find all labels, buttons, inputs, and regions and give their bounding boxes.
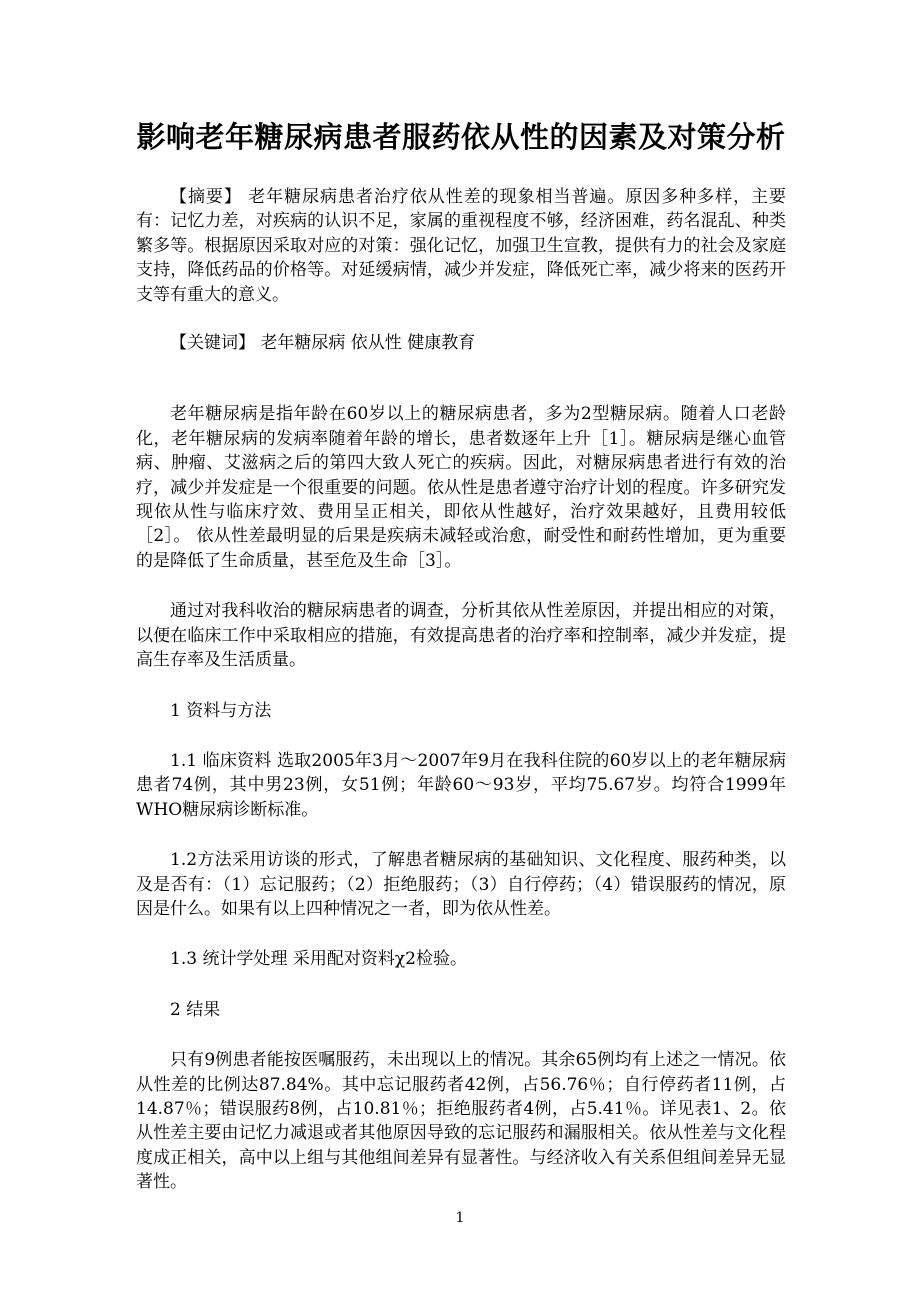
page-number: 1 [455,1210,465,1226]
paragraph-statistics: 1.3 统计学处理 采用配对资料χ2检验。 [170,949,467,970]
intro-paragraph-1: 老年糖尿病是指年龄在60岁以上的糖尿病患者，多为2型糖尿病。随着人口老龄化，老年糖尿病的发病率随着年龄的增长，患者数逐年上升［1］。糖尿病是继心血管病、肿瘤、艾滋病之后的第四大致人死亡的疾病。因此，对糖尿病患者进行有效的治疗，减少并发症是一个很重要的问题。依从性是患者遵守治疗计划的程度。许多研究发现依从性与临床疗效、费用呈正相关，即依从性越好，治疗效果越好，且费用较低［2］。 依从性差最明显的后果是疾病未减轻或治愈，耐受性和耐药性增加，更为重要的是降低了生命质量，甚至危及生命［3］。 [136,404,786,571]
abstract-paragraph: 【摘要】 老年糖尿病患者治疗依从性差的现象相当普遍。原因多种多样，主要有：记忆力差，对疾病的认识不足，家属的重视程度不够，经济困难，药名混乱、种类繁多等。根据原因采取对应的对策：强化记忆，加强卫生宣教，提供有力的社会及家庭支持，降低药品的价格等。对延缓病情，减少并发症，降低死亡率，减少将来的医药开支等有重大的意义。 [136,187,786,305]
paragraph-methods: 1.2方法采用访谈的形式，了解患者糖尿病的基础知识、文化程度、服药种类，以及是否有：（1）忘记服药；（2）拒绝服药；（3）自行停药；（4）错误服药的情况，原因是什么。如果有以上四种情况之一者，即为依从性差。 [136,850,786,919]
document-title: 影响老年糖尿病患者服药依从性的因素及对策分析 [136,120,786,154]
section-heading-materials-methods: 1 资料与方法 [170,700,272,721]
section-heading-results: 2 结果 [170,999,221,1020]
keywords-paragraph: 【关键词】 老年糖尿病 依从性 健康教育 [170,333,476,354]
paragraph-clinical-data: 1.1 临床资料 选取2005年3月～2007年9月在我科住院的60岁以上的老年糖尿病患者74例，其中男23例，女51例；年龄60～93岁，平均75.67岁。均符合1999年WHO糖尿病诊断标准。 [136,750,786,820]
paragraph-results: 只有9例患者能按医嘱服药，未出现以上的情况。其余65例均有上述之一情况。依从性差的比例达87.84%。其中忘记服药者42例，占56.76％；自行停药者11例，占14.87％；错误服药8例，占10.81％；拒绝服药者4例，占5.41％。详见表1、2。依从性差主要由记忆力减退或者其他原因导致的忘记服药和漏服相关。依从性差与文化程度成正相关，高中以上组与其他组间差异有显著性。与经济收入有关系但组间差异无显著性。 [136,1050,786,1193]
intro-paragraph-2: 通过对我科收治的糖尿病患者的调查，分析其依从性差原因，并提出相应的对策，以便在临床工作中采取相应的措施，有效提高患者的治疗率和控制率，减少并发症，提高生存率及生活质量。 [136,601,786,671]
